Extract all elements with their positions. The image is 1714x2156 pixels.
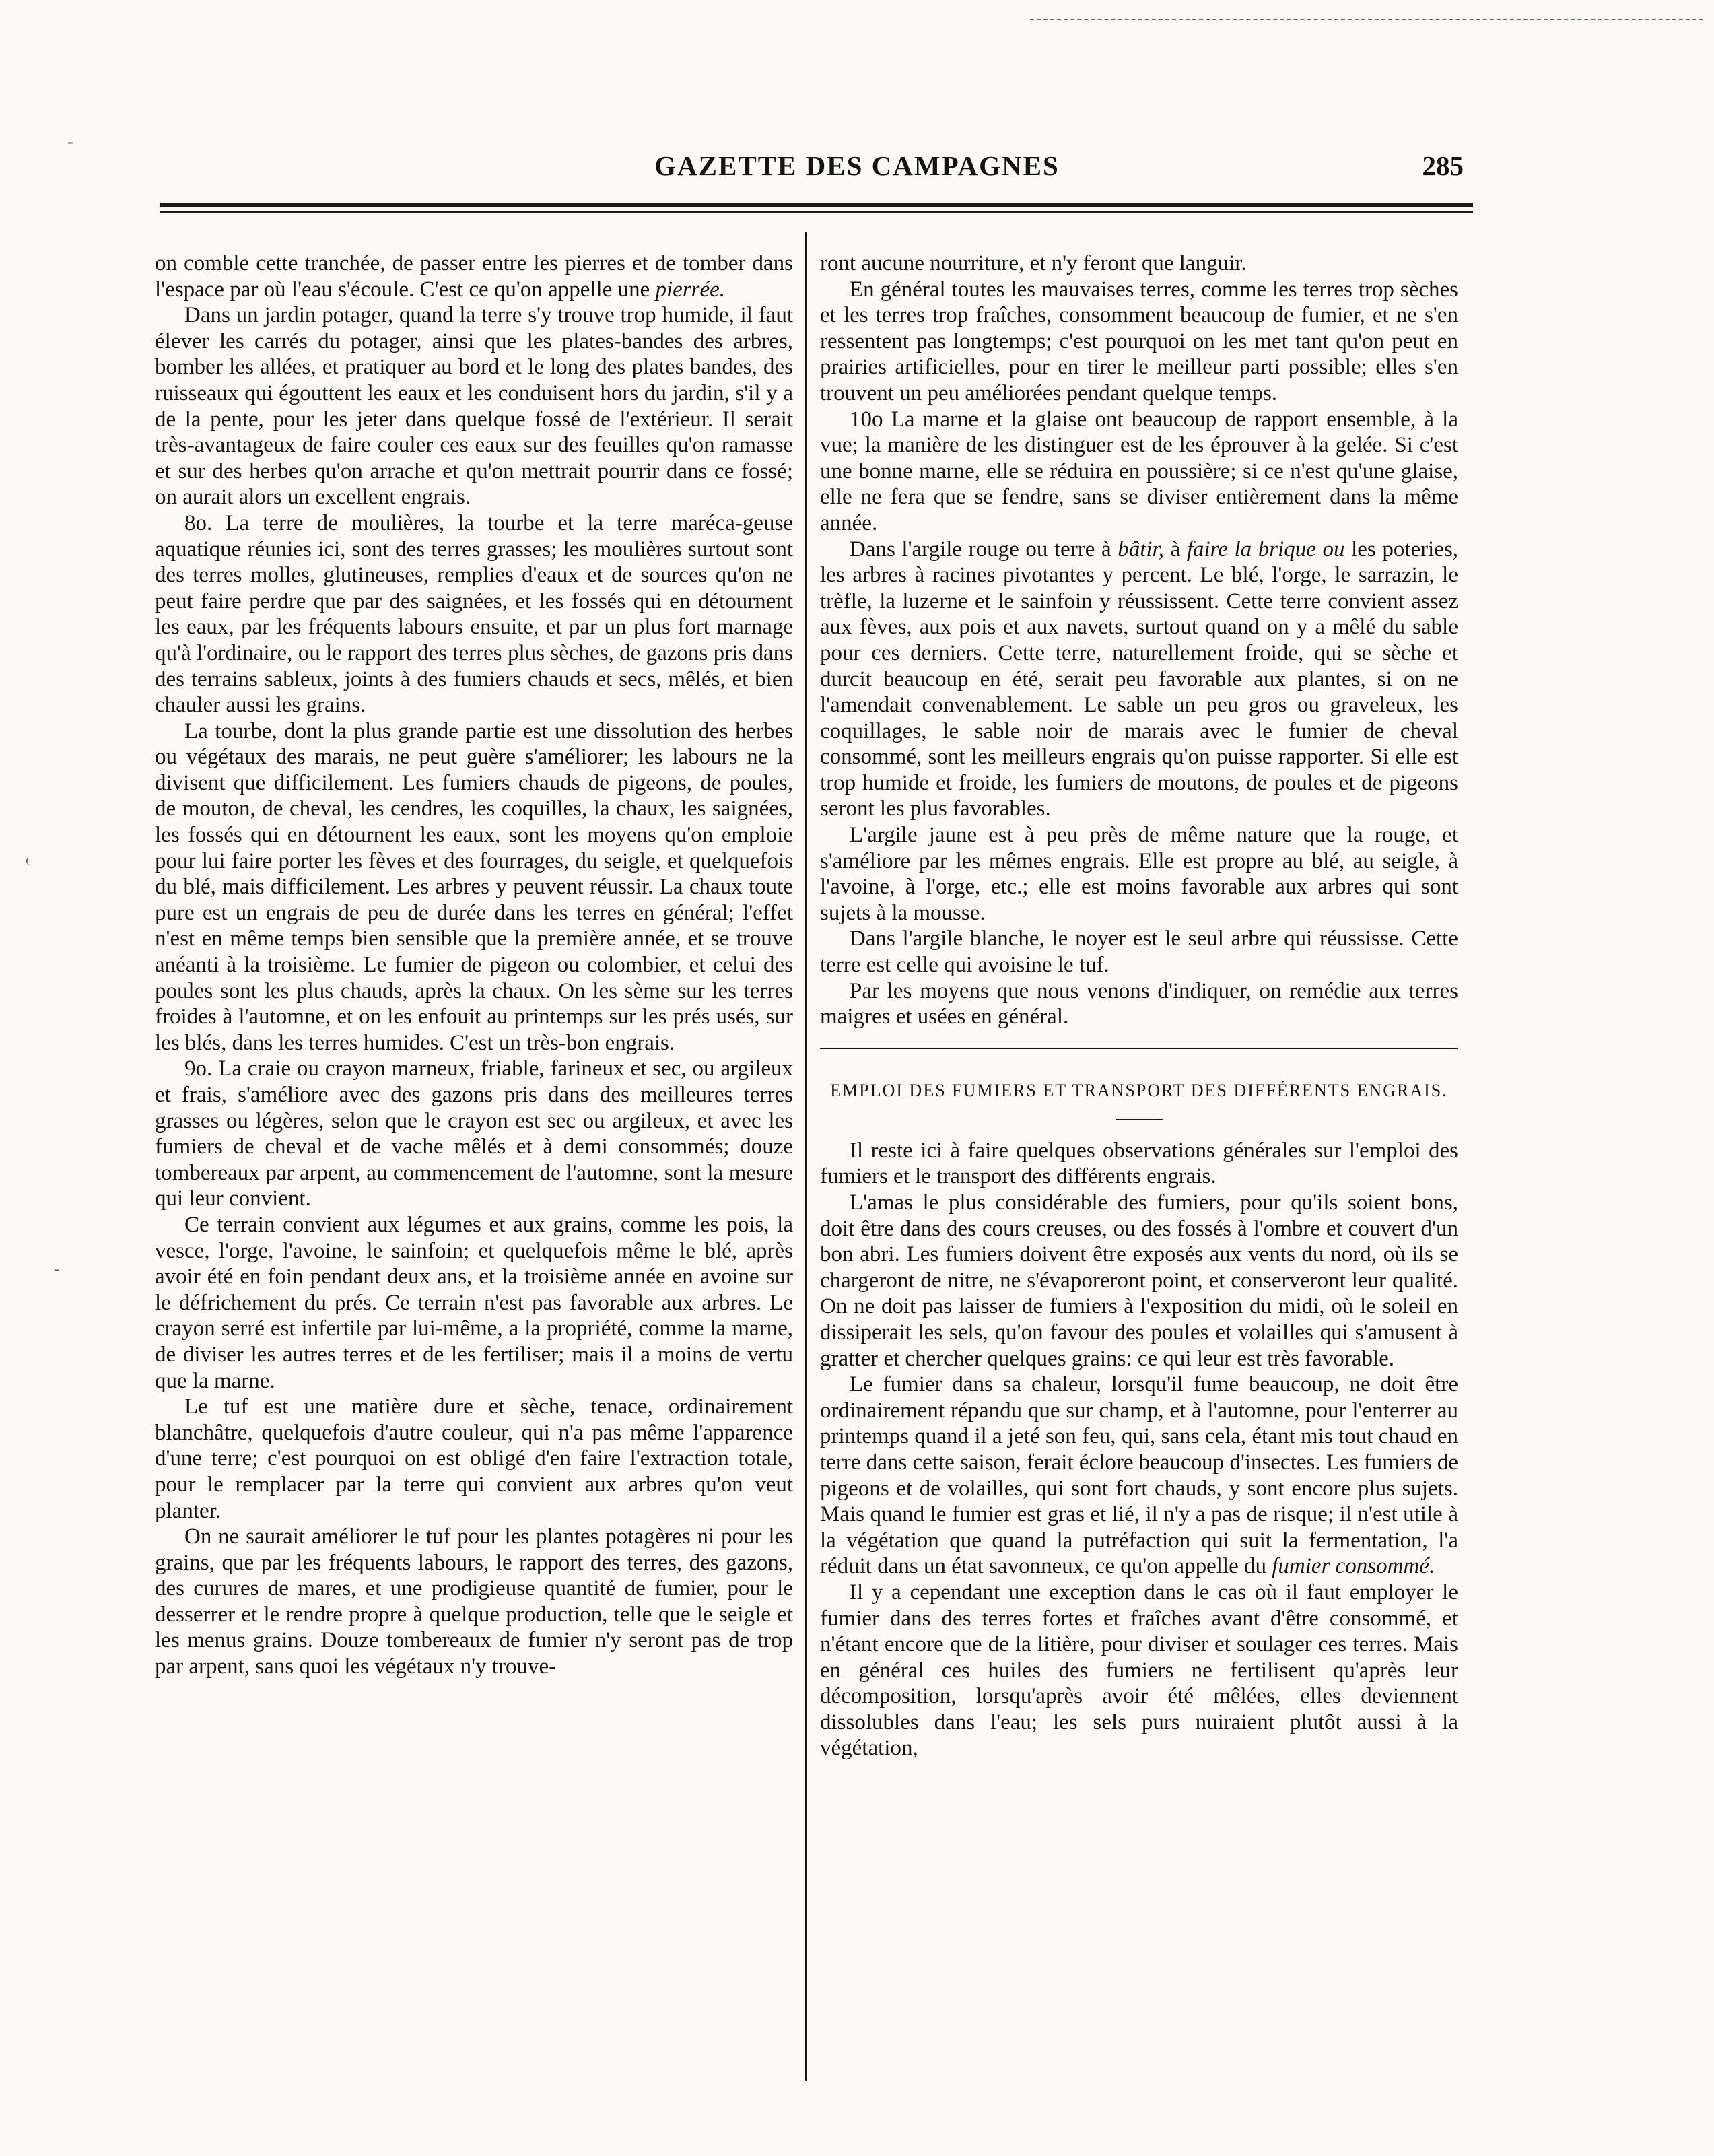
header-rule-thin bbox=[160, 211, 1473, 213]
paragraph-text: à bbox=[1170, 537, 1181, 562]
paragraph-text: Dans l'argile rouge ou terre à bbox=[850, 537, 1111, 562]
paragraph: L'amas le plus considérable des fumiers, pour qu'ils soient bons, doit être dans des cours creuses, ou des fossés à l'ombre et couvert d'un bon abri. Les fumiers doivent être exposés aux vents du nord, où ils se chargeront de nitre, ne s'évaporeront point, et conserveront leur qualité. On ne doit pas laisser de fumiers à l'exposition du midi, où le soleil en dissiperait les sels, qu'on favour des poules et volailles qui s'amusent à gratter et chercher quelques grains: ce qui leur est très favorable. bbox=[820, 1190, 1458, 1371]
paragraph-text: les poteries, les arbres à racines pivotantes y percent. Le blé, l'orge, le sarrazin, le trèfle, la luzerne et le sainfoin y réussissent. Cette terre convient assez aux fèves, aux pois et aux navets, surtout quand on y a mêlé du sable pour ces derniers. Cette terre, naturellement froide, qui se sèche et durcit beaucoup en été, serait peu favorable aux plantes, si on ne l'amendait convenablement. Le sable un peu gros ou graveleux, les coquillages, le sable noir de marais avec le fumier de cheval consommé, sont les meilleurs engrais qu'on puisse rapporter. Si elle est trop humide et froide, les fumiers de moutons, de poules et de pigeons seront les plus favorables. bbox=[820, 537, 1458, 821]
paragraph: Dans un jardin potager, quand la terre s'y trouve trop humide, il faut élever les carrés du potager, ainsi que les plates-bandes des arbres, bomber les allées, et pratiquer au bord et le long des plates bandes, des ruisseaux qui égouttent les eaux et les conduisent hors du jardin, s'il y a de la pente, pour les jeter dans quelque fossé de l'extérieur. Il serait très-avantageux de faire couler ces eaux sur des feuilles qu'on ramasse et sur des herbes qu'on arrache et qu'on mettrait pourrir dans ce fossé; on aurait alors un excellent engrais. bbox=[155, 303, 793, 510]
paragraph: On ne saurait améliorer le tuf pour les plantes potagères ni pour les grains, que par les fréquents labours, le rapport des terres, des gazons, des curures de mares, et une prodigieuse quantité de fumier, pour le desserrer et le rendre propre à quelque production, telle que le seigle et les menus grains. Douze tombereaux de fumier n'y seront pas de trop par arpent, sans quoi les végétaux n'y trouve- bbox=[155, 1524, 793, 1679]
paragraph-text: on comble cette tranchée, de passer entre les pierres et de tomber dans l'espace par où l'eau s'écoule. C'est ce qu'on appelle une bbox=[155, 251, 793, 302]
margin-speck: - bbox=[67, 132, 73, 151]
header-rule-thick bbox=[160, 203, 1473, 207]
section-rule-short bbox=[1116, 1119, 1163, 1120]
paragraph: Ce terrain convient aux légumes et aux grains, comme les pois, la vesce, l'orge, l'avoine, le sainfoin; et quelquefois même le blé, après avoir été en foin pendant deux ans, et la troisième année en avoine sur le défrichement du prés. Ce terrain n'est pas favorable aux arbres. Le crayon serré est infertile par lui-même, a la propriété, comme la marne, de diviser les autres terres et de les fertiliser; mais il a moins de vertu que la marne. bbox=[155, 1212, 793, 1393]
column-separator bbox=[805, 232, 807, 2081]
paragraph: 9o. La craie ou crayon marneux, friable, farineux et sec, ou argileux et frais, s'améliore avec des gazons pris dans des meilleures terres grasses ou légères, selon que le crayon est sec ou argileux, et avec les fumiers de cheval et de vache mêlés et à demi consommés; douze tombereaux par arpent, au commencement de l'automne, sont la mesure qui leur convient. bbox=[155, 1056, 793, 1211]
paragraph: La tourbe, dont la plus grande partie est une dissolution des herbes ou végétaux des marais, ne peut guère s'améliorer; les labours ne la divisent que difficilement. Les fumiers chauds de pigeons, de poules, de mouton, de cheval, les cendres, les coquilles, la chaux, les saignées, les fossés qui en détournent les eaux, sont les moyens qu'on emploie pour lui faire porter les fèves et des fourrages, du seigle, et quelquefois du blé, mais difficilement. Les arbres y peuvent réussir. La chaux toute pure est un engrais de peu de durée dans les terres en général; l'effet n'est en même temps bien sensible que la première année, et se trouve anéanti à la troisième. Le fumier de pigeon ou colombier, et celui des poules sont les plus chauds, après la chaux. On les sème sur les terres froides à l'automne, et on les enfouit au printemps sur les prés usés, sur les blés, dans les terres humides. C'est un très-bon engrais. bbox=[155, 718, 793, 1055]
paragraph bbox=[155, 250, 793, 302]
top-edge-dashes bbox=[1030, 19, 1703, 20]
paragraph: Par les moyens que nous venons d'indiquer, on remédie aux terres maigres et usées en général. bbox=[820, 978, 1458, 1030]
paragraph bbox=[820, 537, 1458, 823]
paragraph: 8o. La terre de moulières, la tourbe et la terre maréca-geuse aquatique réunies ici, sont des terres grasses; les moulières surtout sont des terres molles, glutineuses, remplies d'eaux et de sources qu'on ne peut faire perdre que par des saignées, et les fossés qui en détournent les eaux, par les fréquents labours ensuite, et par un plus fort marnage qu'à l'ordinaire, ou le rapport des terres plus sèches, de gazons pris dans des terrains sableux, joints à des fumiers chauds et secs, mêlés, et bien chauler aussi les grains. bbox=[155, 510, 793, 718]
page-number: 285 bbox=[1422, 150, 1464, 181]
paragraph: En général toutes les mauvaises terres, comme les terres trop sèches et les terres trop fraîches, consomment beaucoup de fumier, et ne s'en ressentent pas longtemps; c'est pourquoi on les met tant qu'on peut en prairies artificielles, pour en tirer le meilleur parti possible; elles s'en trouvent un peu améliorées pendant quelque temps. bbox=[820, 277, 1458, 405]
right-column bbox=[820, 250, 1458, 2082]
italic-term: faire la brique ou bbox=[1186, 537, 1345, 562]
paragraph: 10o La marne et la glaise ont beaucoup de rapport ensemble, à la vue; la manière de les distinguer est de les éprouver à la gelée. Si c'est une bonne marne, elle se réduira en poussière; si ce n'est qu'une glaise, elle ne fera que se fendre, sans se diviser entièrement dans la même année. bbox=[820, 407, 1458, 535]
section-rule bbox=[820, 1048, 1458, 1049]
section-heading: EMPLOI DES FUMIERS ET TRANSPORT DES DIFFÉRENTS ENGRAIS. bbox=[830, 1080, 1448, 1100]
italic-term: fumier consommé. bbox=[1272, 1554, 1435, 1579]
italic-term: pierrée. bbox=[655, 277, 726, 302]
left-column bbox=[155, 250, 793, 2082]
paragraph: Il y a cependant une exception dans le cas où il faut employer le fumier dans des terres fortes et fraîches avant d'être consommé, et n'étant encore que de la litière, pour diviser et soulager ces terres. Mais en général ces huiles des fumiers ne fertilisent qu'après leur décomposition, lorsqu'après avoir été mêlées, elles deviennent dissolubles dans l'eau; les sels purs nuiraient plutôt aussi à la végétation, bbox=[820, 1580, 1458, 1761]
paragraph: Le tuf est une matière dure et sèche, tenace, ordinairement blanchâtre, quelquefois d'autre couleur, qui n'a pas même l'apparence d'une terre; c'est pourquoi on est obligé d'en faire l'extraction totale, pour le remplacer par la terre qui convient aux arbres qu'on veut planter. bbox=[155, 1394, 793, 1523]
paragraph: L'argile jaune est à peu près de même nature que la rouge, et s'améliore par les mêmes engrais. Elle est propre au blé, au seigle, à l'avoine, à l'orge, etc.; elle est moins favorable aux arbres qui sont sujets à la mousse. bbox=[820, 823, 1458, 925]
paragraph: Il reste ici à faire quelques observations générales sur l'emploi des fumiers et le transport des différents engrais. bbox=[820, 1138, 1458, 1189]
italic-term: bâtir, bbox=[1118, 537, 1164, 562]
margin-speck: ‹ bbox=[24, 850, 30, 869]
paragraph: ront aucune nourriture, et n'y feront que languir. bbox=[820, 251, 1247, 275]
paragraph bbox=[820, 1372, 1458, 1580]
margin-speck: - bbox=[54, 1259, 60, 1279]
paragraph-text: Le fumier dans sa chaleur, lorsqu'il fume beaucoup, ne doit être ordinairement répandu que sur champ, et à l'automne, pour l'enterrer au printemps quand il a jeté son feu, qui, sans cela, étant mis tout chaud en terre dans cette saison, ferait éclore beaucoup d'insectes. Les fumiers de pigeons et de volailles, qui sont fort chauds, y sont encore plus sujets. Mais quand le fumier est gras et lié, il n'y a pas de risque; il n'est utile à la végétation que quand la putréfaction qui suit la fermentation, l'a réduit dans un état savonneux, ce qu'on appelle du bbox=[820, 1372, 1458, 1579]
paragraph: Dans l'argile blanche, le noyer est le seul arbre qui réussisse. Cette terre est celle qui avoisine le tuf. bbox=[820, 927, 1458, 978]
running-title: GAZETTE DES CAMPAGNES bbox=[654, 150, 1060, 181]
